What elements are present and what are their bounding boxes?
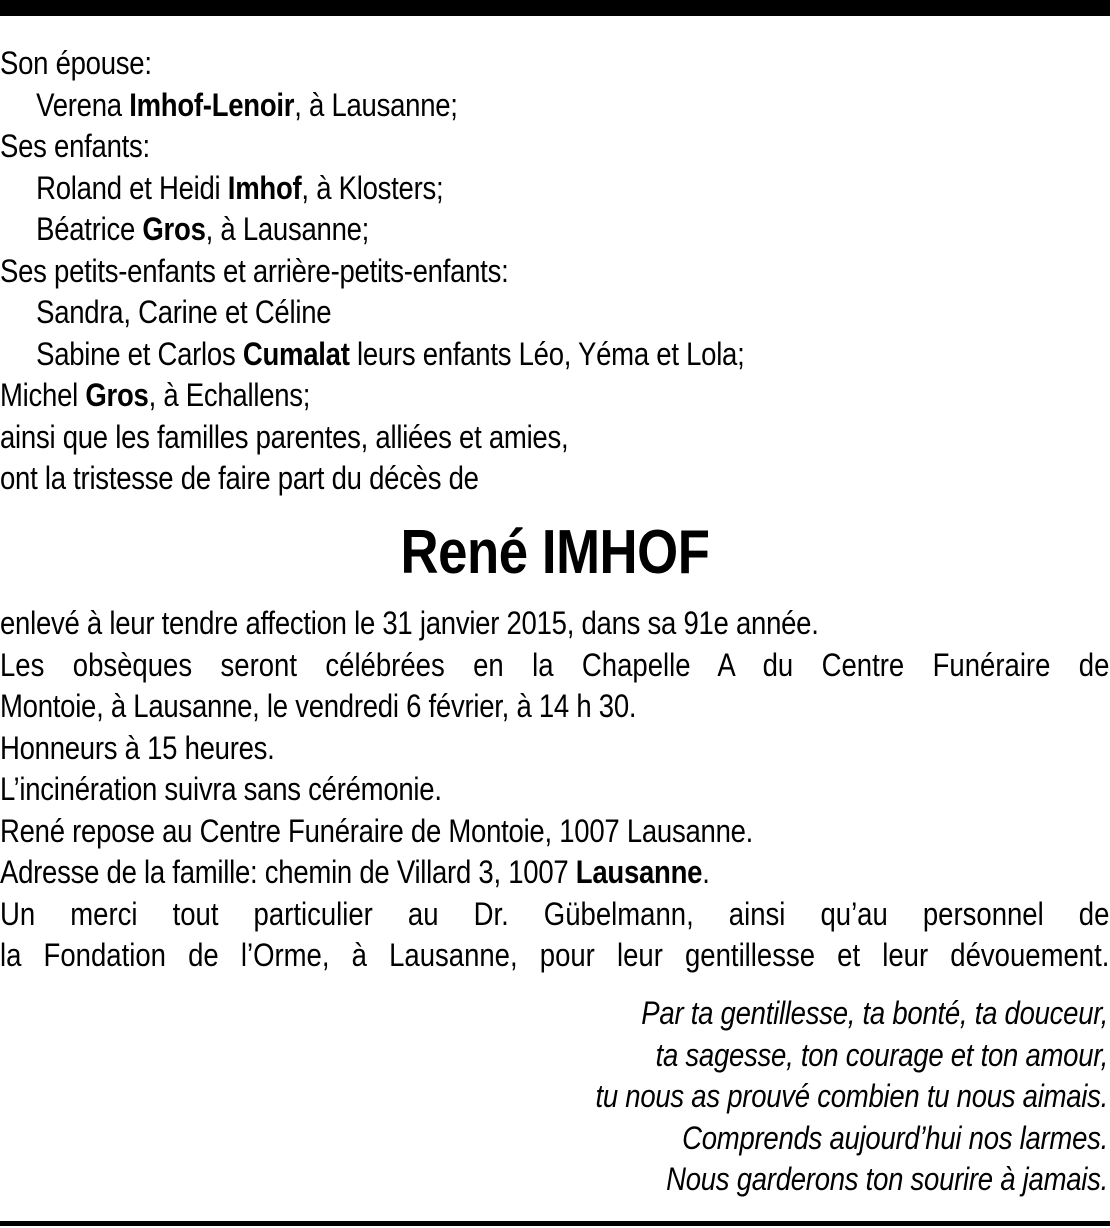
- address-city: Lausanne: [575, 854, 703, 890]
- deceased-name: René IMHOF: [400, 518, 710, 587]
- child-line: Roland et Heidi Imhof, à Klosters;: [36, 169, 444, 206]
- announcement-line: ont la tristesse de faire part du décès de: [0, 460, 479, 496]
- poem-line: ta sagesse, ton courage et ton amour,: [655, 1036, 1108, 1073]
- poem-line: Comprends aujourd’hui nos larmes.: [682, 1119, 1108, 1156]
- honours-line: Honneurs à 15 heures.: [0, 729, 275, 766]
- children-heading: Ses enfants:: [0, 128, 150, 164]
- grandchildren-surname: Cumalat: [242, 335, 350, 372]
- details-text: [0, 603, 1110, 977]
- family-list: [0, 43, 1110, 500]
- other-relative-line: Michel Gros, à Echallens;: [0, 377, 311, 413]
- thanks-line: la Fondation de l’Orme, à Lausanne, pour leur gentillesse et leur dévouement.: [0, 937, 1110, 973]
- poem-line: Nous garderons ton sourire à jamais.: [666, 1161, 1108, 1197]
- child-surname: Gros: [142, 211, 206, 247]
- thanks-line-wrap: [0, 894, 1109, 936]
- bottom-rule: [0, 1221, 1110, 1226]
- spouse-surname: Imhof-Lenoir: [129, 86, 295, 123]
- spouse-line: Verena Imhof-Lenoir, à Lausanne;: [36, 86, 458, 123]
- grandchildren-heading: Ses petits-enfants et arrière-petits-enfants:: [0, 252, 509, 289]
- child-surname: Imhof: [227, 169, 302, 206]
- funeral-line-wrap: [0, 645, 1109, 687]
- spouse-heading: Son épouse:: [0, 45, 152, 81]
- passing-line: enlevé à leur tendre affection le 31 janvier 2015, dans sa 91e année.: [0, 605, 819, 641]
- thanks-line: Un merci tout particulier au Dr. Gübelmann, ainsi qu’au personnel de: [0, 895, 1110, 932]
- poem-line: Par ta gentillesse, ta bonté, ta douceur,: [641, 995, 1108, 1031]
- funeral-line: Les obsèques seront célébrées en la Chapelle A du Centre Funéraire de: [0, 646, 1110, 683]
- other-relative-surname: Gros: [85, 377, 149, 413]
- funeral-place-line: Montoie, à Lausanne, le vendredi 6 février, à 14 h 30.: [0, 688, 637, 724]
- grandchildren-line: Sandra, Carine et Céline: [36, 294, 332, 330]
- grandchildren-line: Sabine et Carlos Cumalat leurs enfants Léo, Yéma et Lola;: [36, 335, 745, 372]
- poem-line: tu nous as prouvé combien tu nous aimais.: [595, 1078, 1108, 1114]
- families-line: ainsi que les familles parentes, alliées et amies,: [0, 418, 569, 455]
- rest-place-line: René repose au Centre Funéraire de Montoie, 1007 Lausanne.: [0, 812, 754, 849]
- cremation-line: L’incinération suivra sans cérémonie.: [0, 771, 442, 807]
- child-line: Béatrice Gros, à Lausanne;: [36, 211, 370, 247]
- family-address-line: Adresse de la famille: chemin de Villard 3, 1007 Lausanne.: [0, 854, 710, 890]
- memorial-poem: [512, 993, 1108, 1201]
- thanks-line-wrap: [0, 935, 1109, 977]
- top-rule: [0, 0, 1110, 16]
